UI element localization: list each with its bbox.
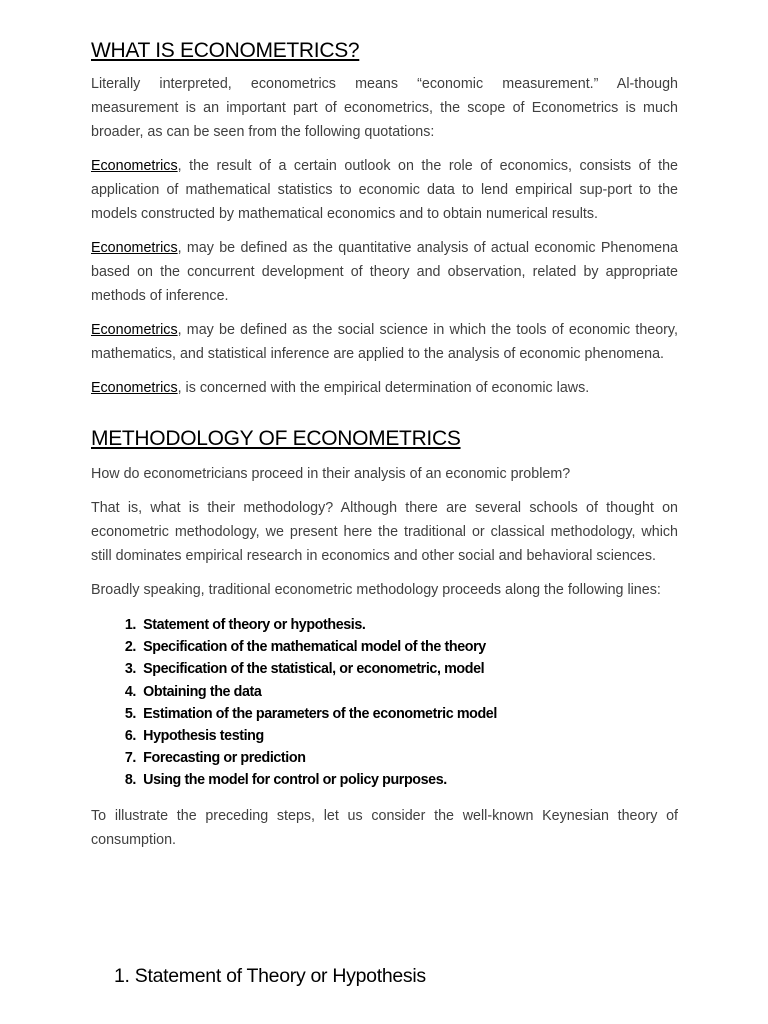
list-item: 7. Forecasting or prediction <box>124 750 306 767</box>
definition-text: , is concerned with the empirical determination of economic laws. <box>177 380 590 396</box>
definition-term: Econometrics <box>91 380 178 396</box>
definition-text: , the result of a certain outlook on the role of economics, consists of the application of mathematical statistics to economic data to lend empirical sup-port to the models constructed by mathematical economics and to obtain numerical results. <box>91 158 678 222</box>
definition-paragraph <box>91 154 678 226</box>
definition-term: Econometrics <box>91 158 178 174</box>
definition-text: , may be defined as the social science in which the tools of economic theory, mathematics, and statistical inference are applied to the analysis of economic phenomena. <box>91 322 678 362</box>
list-item: 8. Using the model for control or policy purposes. <box>124 772 447 789</box>
methodology-question: How do econometricians proceed in their analysis of an economic problem? <box>91 466 571 482</box>
definition-term: Econometrics <box>91 322 178 338</box>
intro-paragraph: Literally interpreted, econometrics means “economic measurement.” Al-though measurement is an important part of econometrics, the scope of Econometrics is much broader, as can be seen from the following quotations: <box>91 76 678 140</box>
list-item: 1. Statement of theory or hypothesis. <box>124 617 366 633</box>
list-item: 6. Hypothesis testing <box>124 728 264 745</box>
methodology-steps-list <box>91 614 678 792</box>
methodology-paragraph: That is, what is their methodology? Although there are several schools of thought on econometric methodology, we present here the traditional or classical methodology, which still dominates empirical research in economics and other social and behavioral sciences. <box>91 500 678 564</box>
illustration-paragraph: To illustrate the preceding steps, let us consider the well-known Keynesian theory of consumption. <box>91 807 678 848</box>
definition-term: Econometrics <box>91 240 178 256</box>
list-item: 3. Specification of the statistical, or econometric, model <box>124 661 485 678</box>
definition-text: , may be defined as the quantitative analysis of actual economic Phenomena based on the concurrent development of theory and observation, related by appropriate methods of inference. <box>91 240 678 304</box>
subsection-heading-statement-of-theory: 1. Statement of Theory or Hypothesis <box>114 965 426 987</box>
methodology-lines-paragraph: Broadly speaking, traditional econometric methodology proceeds along the following lines: <box>91 582 661 598</box>
list-item: 2. Specification of the mathematical model of the theory <box>124 639 486 656</box>
list-item: 4. Obtaining the data <box>124 683 262 700</box>
section-heading-methodology: METHODOLOGY OF ECONOMETRICS <box>91 427 461 450</box>
section-heading-what-is-econometrics: WHAT IS ECONOMETRICS? <box>91 39 360 62</box>
list-item: 5. Estimation of the parameters of the econometric model <box>124 705 497 722</box>
document-page <box>91 34 678 852</box>
definition-paragraph <box>91 236 678 308</box>
definition-paragraph <box>91 318 678 366</box>
definition-paragraph <box>91 376 678 400</box>
